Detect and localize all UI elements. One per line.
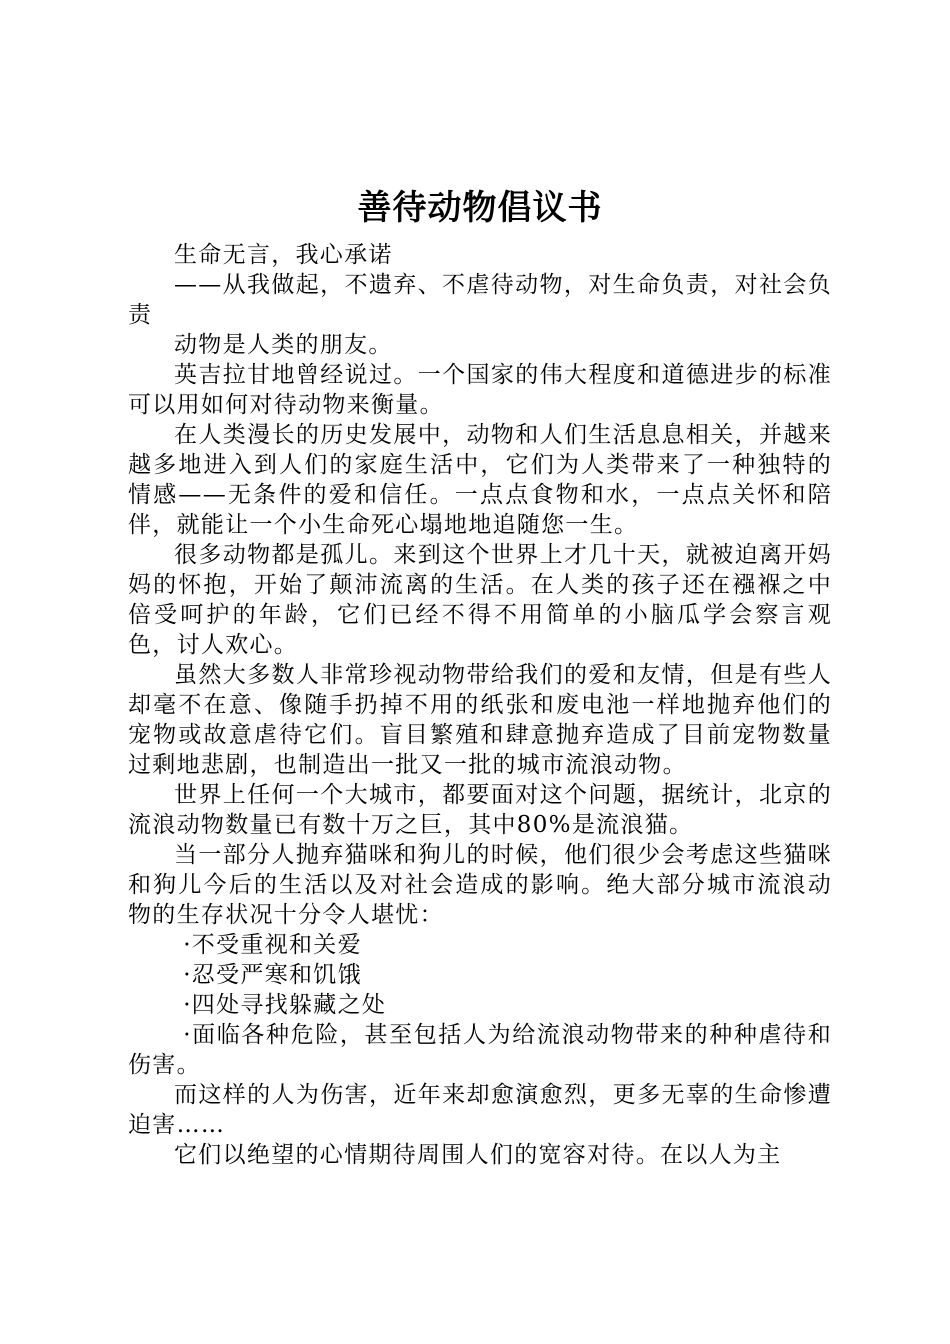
document-title: 善待动物倡议书 bbox=[357, 188, 603, 228]
paragraph: 世界上任何一个大城市，都要面对这个问题，据统计，北京的流浪动物数量已有数十万之巨，其中80%是流浪猫。 bbox=[128, 782, 832, 838]
paragraph: 生命无言，我心承诺 bbox=[174, 242, 393, 268]
paragraph: 动物是人类的朋友。 bbox=[174, 332, 393, 358]
paragraph: 而这样的人为伤害，近年来却愈演愈烈，更多无辜的生命惨遭迫害…… bbox=[128, 1082, 832, 1138]
paragraph: 当一部分人抛弃猫咪和狗儿的时候，他们很少会考虑这些猫咪和狗儿今后的生活以及对社会造成的影响。绝大部分城市流浪动物的生存状况十分令人堪忧： bbox=[128, 842, 832, 928]
paragraph: 在人类漫长的历史发展中，动物和人们生活息息相关，并越来越多地进入到人们的家庭生活中，它们为人类带来了一种独特的情感——无条件的爱和信任。一点点食物和水，一点点关怀和陪伴，就能让一个小生命死心塌地地追随您一生。 bbox=[128, 422, 832, 538]
paragraph: 它们以绝望的心情期待周围人们的宽容对待。在以人为主 bbox=[174, 1142, 782, 1168]
paragraph: 虽然大多数人非常珍视动物带给我们的爱和友情，但是有些人却毫不在意、像随手扔掉不用的纸张和废电池一样地抛弃他们的宠物或故意虐待它们。盲目繁殖和肆意抛弃造成了目前宠物数量过剩地悲剧，也制造出一批又一批的城市流浪动物。 bbox=[128, 662, 832, 778]
paragraph: ——从我做起，不遗弃、不虐待动物，对生命负责，对社会负责 bbox=[128, 272, 832, 328]
bullet-item: ·面临各种危险，甚至包括人为给流浪动物带来的种种虐待和伤害。 bbox=[128, 1022, 832, 1078]
bullet-item: ·不受重视和关爱 bbox=[183, 932, 362, 958]
paragraph: 英吉拉甘地曾经说过。一个国家的伟大程度和道德进步的标准可以用如何对待动物来衡量。 bbox=[128, 362, 832, 418]
paragraph: 很多动物都是孤儿。来到这个世界上才几十天，就被迫离开妈妈的怀抱，开始了颠沛流离的生活。在人类的孩子还在襁褓之中倍受呵护的年龄，它们已经不得不用简单的小脑瓜学会察言观色，讨人欢心。 bbox=[128, 542, 832, 658]
bullet-item: ·四处寻找躲藏之处 bbox=[183, 992, 387, 1018]
bullet-item: ·忍受严寒和饥饿 bbox=[183, 962, 362, 988]
document-page bbox=[128, 180, 832, 1170]
